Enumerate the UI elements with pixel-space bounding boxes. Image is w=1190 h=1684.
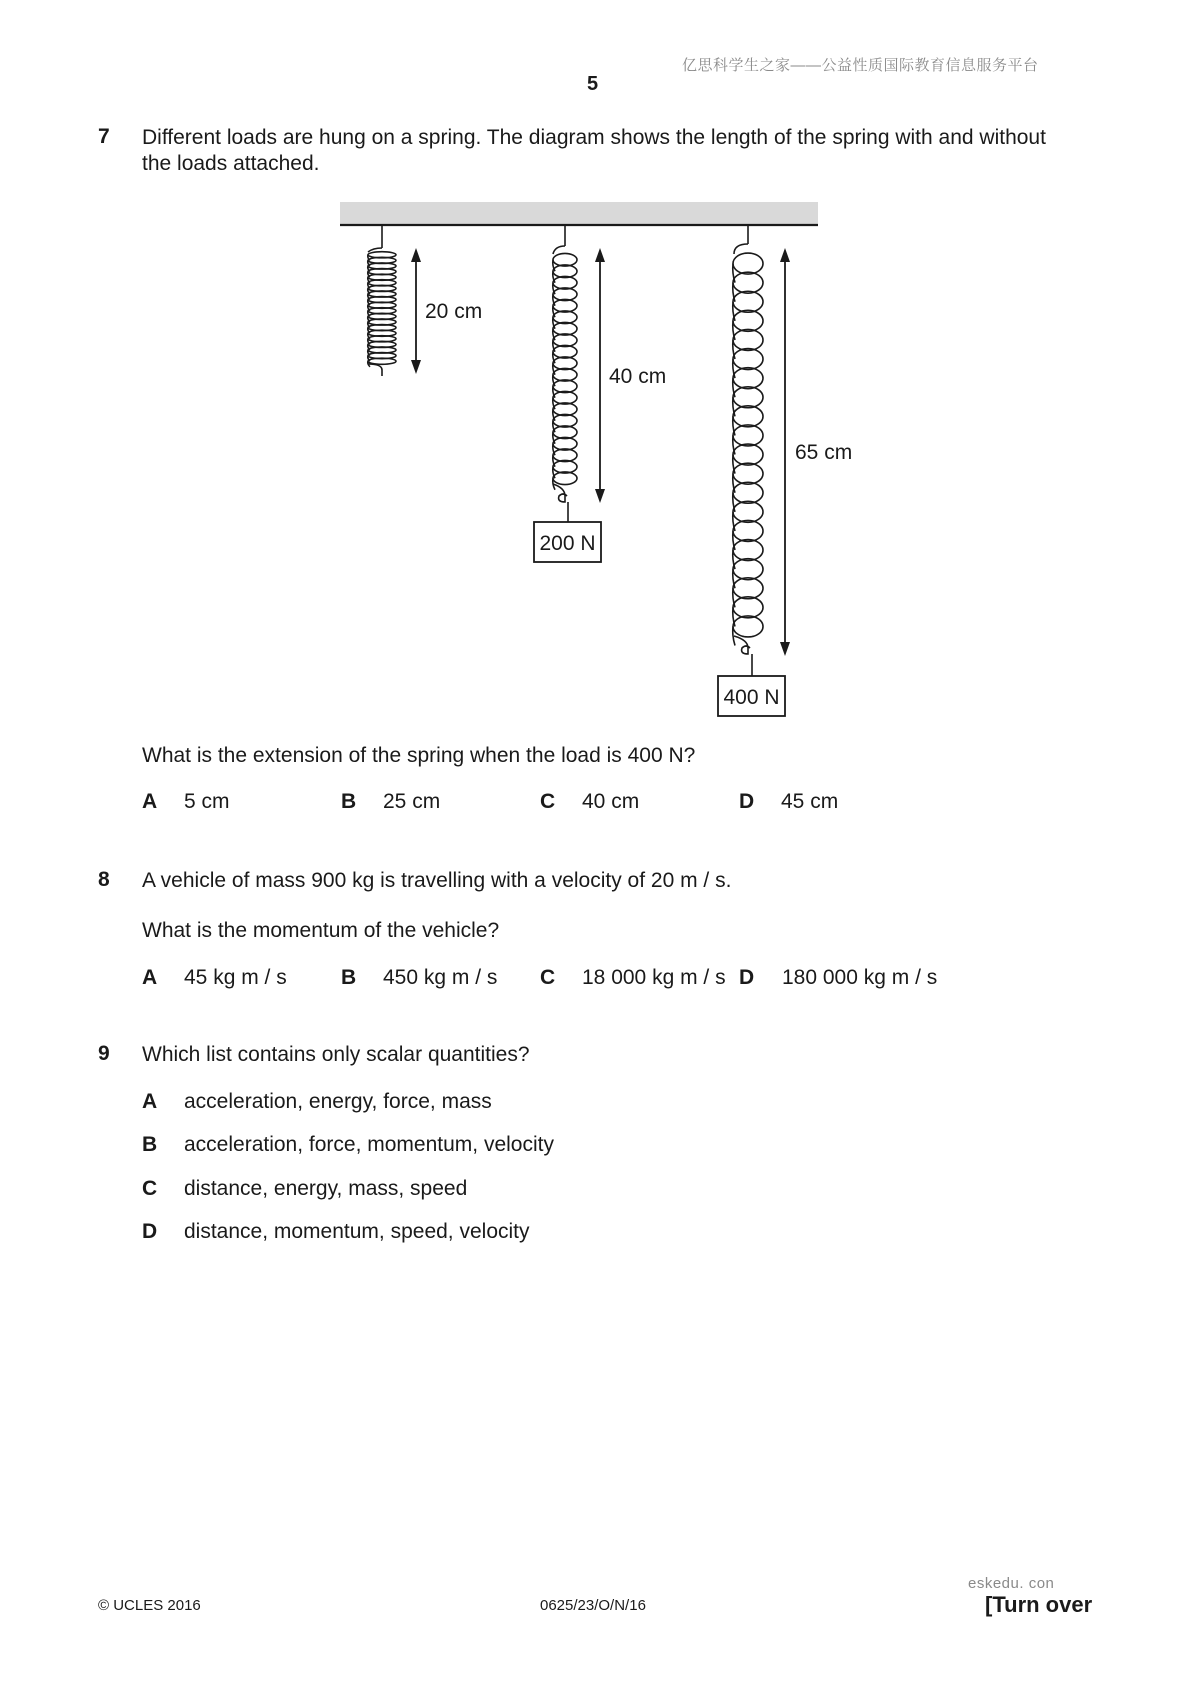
spring-coil (733, 272, 763, 293)
footer-paper-code: 0625/23/O/N/16 (540, 1597, 646, 1614)
spring-coil (733, 616, 763, 637)
label-40cm: 40 cm (609, 365, 667, 388)
spring-coil (733, 310, 763, 331)
q9-option-d-letter: D (142, 1220, 158, 1243)
footer-watermark: eskedu. con (968, 1575, 1055, 1592)
spring-coil (733, 444, 763, 465)
q7-option-b-letter: B (341, 790, 357, 813)
arrow-20cm (411, 248, 421, 374)
spring-coil (733, 291, 763, 312)
q8-option-a-letter: A (142, 966, 158, 989)
q8-option-d-text: 180 000 kg m / s (782, 966, 938, 989)
spring-coil (733, 578, 763, 599)
header-watermark: 亿思科学生之家——公益性质国际教育信息服务平台 (682, 57, 1039, 74)
spring-coil (733, 253, 763, 274)
spring-coil (733, 540, 763, 561)
question-7-stem-line2: the loads attached. (142, 152, 320, 175)
q7-option-d-letter: D (739, 790, 755, 813)
spring-coil (733, 349, 763, 370)
q7-option-c-letter: C (540, 790, 556, 813)
spring-coil (733, 368, 763, 389)
q9-option-b-text: acceleration, force, momentum, velocity (184, 1133, 554, 1156)
spring-coil (733, 559, 763, 580)
q7-option-d-text: 45 cm (781, 790, 839, 813)
spring-coil (733, 329, 763, 350)
load-200N-label: 200 N (539, 532, 596, 555)
q9-option-b-letter: B (142, 1133, 158, 1156)
spring-unloaded (368, 225, 396, 376)
q7-option-b-text: 25 cm (383, 790, 441, 813)
question-8-number: 8 (98, 868, 110, 891)
q8-option-b-letter: B (341, 966, 357, 989)
q8-option-a-text: 45 kg m / s (184, 966, 287, 989)
q8-option-d-letter: D (739, 966, 755, 989)
spring-coil (733, 482, 763, 503)
spring-coil (733, 597, 763, 618)
label-65cm: 65 cm (795, 441, 853, 464)
spring-coil (733, 501, 763, 522)
page-number: 5 (587, 73, 599, 95)
spring-diagram (0, 0, 1190, 740)
spring-200N (553, 225, 577, 522)
question-7-prompt: What is the extension of the spring when the load is 400 N? (142, 744, 696, 767)
load-400N-label: 400 N (723, 686, 780, 709)
q9-option-a-text: acceleration, energy, force, mass (184, 1090, 492, 1113)
label-20cm: 20 cm (425, 300, 483, 323)
question-9-number: 9 (98, 1042, 110, 1065)
turn-over: [Turn over (985, 1592, 1093, 1617)
question-8-prompt: What is the momentum of the vehicle? (142, 919, 500, 942)
footer-copyright: © UCLES 2016 (98, 1597, 201, 1614)
q7-option-a-letter: A (142, 790, 158, 813)
question-8-stem: A vehicle of mass 900 kg is travelling with a velocity of 20 m / s. (142, 869, 732, 892)
arrow-40cm (595, 248, 605, 503)
q9-option-c-text: distance, energy, mass, speed (184, 1177, 468, 1200)
question-7-number: 7 (98, 125, 110, 148)
spring-coil (733, 463, 763, 484)
q8-option-c-letter: C (540, 966, 556, 989)
q9-option-c-letter: C (142, 1177, 158, 1200)
question-7-stem-line1: Different loads are hung on a spring. The diagram shows the length of the spring with and without (142, 126, 1046, 149)
question-9-stem: Which list contains only scalar quantities? (142, 1043, 530, 1066)
q9-option-a-letter: A (142, 1090, 158, 1113)
q8-option-c-text: 18 000 kg m / s (582, 966, 726, 989)
ceiling-support (340, 202, 818, 225)
q9-option-d-text: distance, momentum, speed, velocity (184, 1220, 530, 1243)
q8-option-b-text: 450 kg m / s (383, 966, 498, 989)
spring-400N (733, 225, 763, 676)
q7-option-c-text: 40 cm (582, 790, 640, 813)
spring-coil (733, 520, 763, 541)
spring-coil (733, 406, 763, 427)
spring-coil (733, 425, 763, 446)
q7-option-a-text: 5 cm (184, 790, 230, 813)
arrow-65cm (780, 248, 790, 656)
spring-coil (733, 387, 763, 408)
